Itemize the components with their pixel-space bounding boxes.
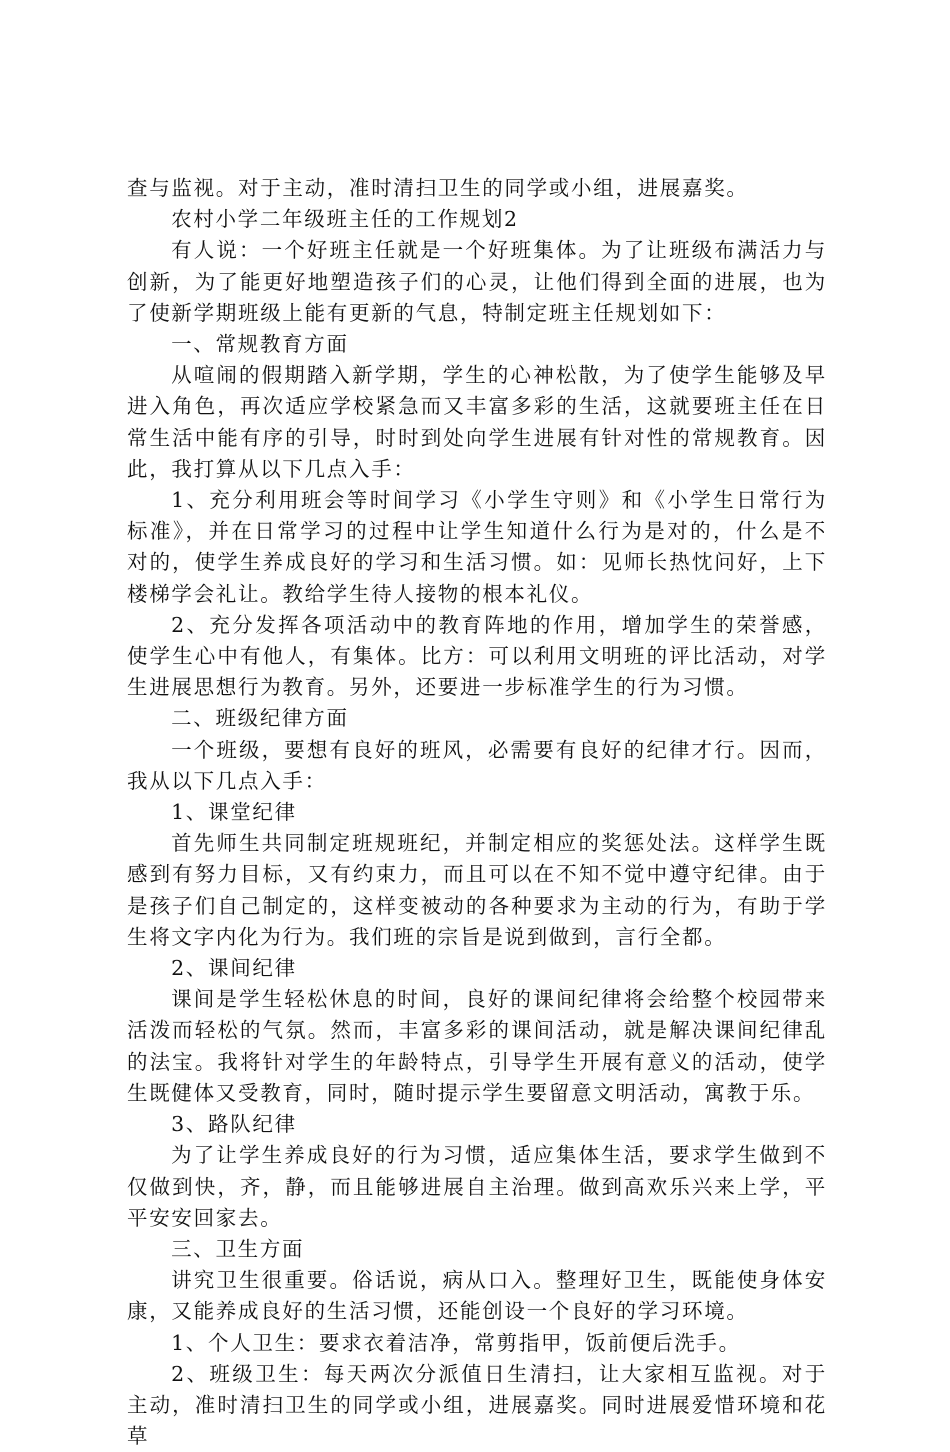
paragraph: 为了让学生养成良好的行为习惯，适应集体生活，要求学生做到不仅做到快，齐，静，而且能够进展自主治理。做到高欢乐兴来上学，平平安安回家去。 <box>127 1143 827 1230</box>
document-body <box>127 173 827 1452</box>
paragraph: 2、充分发挥各项活动中的教育阵地的作用，增加学生的荣誉感，使学生心中有他人，有集体。比方：可以利用文明班的评比活动，对学生进展思想行为教育。另外，还要进一步标准学生的行为习惯。 <box>127 612 827 700</box>
section-heading: 一、常规教育方面 <box>171 332 349 357</box>
subsection-heading: 1、课堂纪律 <box>171 800 297 825</box>
section-heading: 三、卫生方面 <box>171 1236 305 1261</box>
paragraph: 一个班级，要想有良好的班风，必需要有良好的纪律才行。因而，我从以下几点入手： <box>127 737 827 793</box>
paragraph: 讲究卫生很重要。俗话说，病从口入。整理好卫生，既能使身体安康，又能养成良好的生活习惯，还能创设一个良好的学习环境。 <box>127 1268 827 1324</box>
paragraph: 1、充分利用班会等时间学习《小学生守则》和《小学生日常行为标准》，并在日常学习的过程中让学生知道什么行为是对的，什么是不对的，使学生养成良好的学习和生活习惯。如：见师长热忱问好，上下楼梯学会礼让。教给学生待人接物的根本礼仪。 <box>127 488 827 606</box>
subsection-heading: 3、路队纪律 <box>171 1112 297 1137</box>
paragraph: 2、班级卫生：每天两次分派值日生清扫，让大家相互监视。对于主动，准时清扫卫生的同学或小组，进展嘉奖。同时进展爱惜环境和花草 <box>127 1361 827 1449</box>
paragraph: 课间是学生轻松休息的时间，良好的课间纪律将会给整个校园带来活泼而轻松的气氛。然而，丰富多彩的课间活动，就是解决课间纪律乱的法宝。我将针对学生的年龄特点，引导学生开展有意义的活动，使学生既健体又受教育，同时，随时提示学生要留意文明活动，寓教于乐。 <box>127 987 827 1105</box>
paragraph: 从喧闹的假期踏入新学期，学生的心神松散，为了使学生能够及早进入角色，再次适应学校紧急而又丰富多彩的生活，这就要班主任在日常生活中能有序的引导，时时到处向学生进展有针对性的常规教育。因此，我打算从以下几点入手： <box>127 363 827 481</box>
paragraph: 1、个人卫生：要求衣着洁净，常剪指甲，饭前便后洗手。 <box>171 1330 741 1355</box>
section-heading: 二、班级纪律方面 <box>171 706 349 731</box>
subsection-heading: 2、课间纪律 <box>171 956 297 981</box>
paragraph: 有人说：一个好班主任就是一个好班集体。为了让班级布满活力与创新，为了能更好地塑造孩子们的心灵，让他们得到全面的进展，也为了使新学期班级上能有更新的气息，特制定班主任规划如下： <box>127 238 827 325</box>
section-title: 农村小学二年级班主任的工作规划2 <box>171 207 519 232</box>
paragraph: 首先师生共同制定班规班纪，并制定相应的奖惩处法。这样学生既感到有努力目标，又有约束力，而且可以在不知不觉中遵守纪律。由于是孩子们自己制定的，这样变被动的各种要求为主动的行为，有助于学生将文字内化为行为。我们班的宗旨是说到做到，言行全都。 <box>127 831 827 949</box>
paragraph: 查与监视。对于主动，准时清扫卫生的同学或小组，进展嘉奖。 <box>127 176 749 200</box>
